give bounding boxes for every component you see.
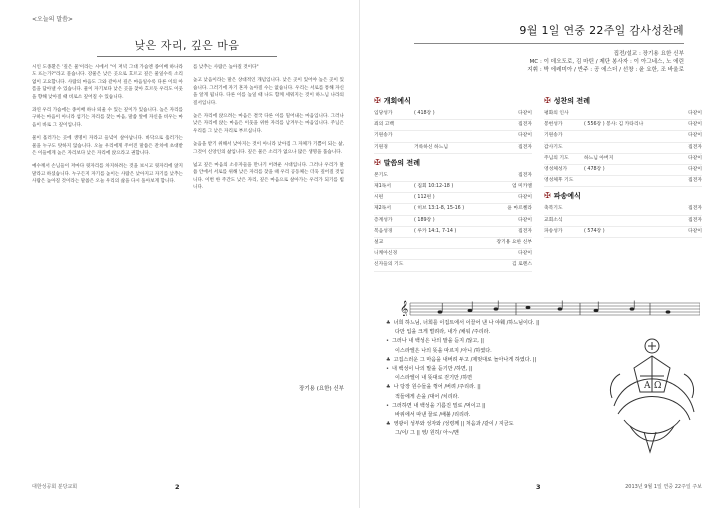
chant-line [386,403,606,410]
chant-text: 이스라엘은 나의 뜻을 따르지 /아니 /하였다. [395,347,492,354]
service-column-left [374,96,532,276]
item-detail [582,176,688,186]
item-participant: 윤 마르첼라 [507,206,532,212]
service-item [374,182,532,193]
paragraph: 를 낮추는 사람은 높아질 것이다" [193,65,259,70]
item-name: 입당성가 [374,111,393,116]
cross-icon: ✠ [374,96,381,105]
essay-title: 낮은 자리, 깊은 마음 [134,39,240,52]
item-participant: 다같이 [688,122,702,128]
item-name: 주님의 기도 [544,155,569,161]
chant-line [386,394,606,401]
chant-text: 다만 입을 크게 벌려라, 내가 /채워 /주리라. [395,329,491,336]
chant-marker: ♣ [386,384,391,391]
title-underline [97,56,277,57]
item-detail [412,238,497,248]
section-heading-label: 파송예식 [553,192,581,201]
item-name: 죄의 고백 [374,122,395,128]
item-name: 복음성경 [374,228,393,234]
chant-line [386,348,606,355]
item-detail: ( 574장 ) [584,228,605,234]
item-name: 니케아신경 [374,251,398,257]
item-participant: 집전자 [688,217,702,223]
section-heading-label: 개회예식 [383,97,411,105]
service-item [374,249,532,260]
essay-column-1 [32,64,183,394]
service-item [374,238,532,249]
essay-body [32,64,344,394]
service-item [374,109,532,120]
page-number-right: 3 [536,483,541,491]
item-participant: 다같이 [688,155,702,161]
paragraph: 높음을 받기 위해서 낮아지는 것이 아니라 낮아짐 그 자체가 기쁨이 되는 삶, 그것이 신앙인의 삶입니다. 깊은 물은 소리가 없으나 많은 생명을 품습니다. [193,142,344,155]
chant-text: 영광이 성부와 성자와 /성령께 || 처음과 /같이 / 지금도 [393,421,514,428]
item-participant: 다같이 [518,133,532,139]
service-item [374,216,532,227]
cross-icon: ✠ [544,96,551,105]
chant-line [386,338,606,345]
section-heading [544,96,702,106]
service-item [544,165,702,176]
service-item [374,260,532,271]
item-detail [582,143,688,153]
chant-text: 그/이/ 그 || 영/ 원히/ 아~/멘 [395,430,459,437]
service-item [374,143,532,154]
service-item [544,154,702,165]
item-participant: 다같이 [518,195,532,201]
chant-marker [386,348,392,355]
service-item [544,109,702,120]
service-column-right [544,96,702,276]
item-name: 감사기도 [544,144,563,150]
chant-marker: • [386,366,390,373]
music-staff [400,300,700,316]
chant-line [386,357,606,364]
service-item [374,227,532,238]
item-name: 기원경 [374,144,388,150]
chant-line [386,421,606,428]
credit-line: MC : 이 데오도로, 김 마틴 / 제단 봉사자 : 이 아그네스, 노 에린 [529,59,684,65]
item-detail: 하느님 아버지 [584,155,614,161]
section-heading [374,158,532,168]
item-participant: 장기용 요한 신부 [496,240,532,246]
item-name: 기원송가 [544,133,563,139]
item-name: 본기도 [374,172,388,178]
item-name: 영성체후 기도 [544,178,574,184]
item-participant: 집전자 [518,172,532,178]
chant-marker: ♣ [386,320,391,326]
chant-marker [386,412,392,419]
service-item [374,204,532,215]
paragraph: 넓고 깊은 마음의 소유자들을 만나기 어려운 시대입니다. 그러나 우리가 말씀 안에서 서로를 위해 낮은 자리를 찾을 때 우리 공동체는 더욱 깊어질 것입니다. 이번 한 주간도 낮은 자리, 깊은 마음으로 살아가는 우리가 되기를 빕니다. [193,163,344,191]
item-name: 층계성가 [374,217,393,223]
chant-text: 나 당장 원수들을 꺾어 /버려 /주리라. || [393,384,481,391]
item-name: 파송성가 [544,228,563,234]
chant-marker: • [386,338,390,345]
section-gap [544,238,702,242]
item-participant: 다같이 [518,251,532,257]
item-detail [412,131,518,141]
service-item [374,131,532,142]
chant-text: 그러나 내 백성은 나의 말을 듣지 /않고, || [392,338,484,345]
credit-line: 집전/설교 : 장기용 요한 신부 [613,51,684,57]
section-heading [374,96,532,106]
item-name: 축복기도 [544,206,563,212]
item-detail [412,249,518,259]
chant-line [386,430,606,437]
item-participant: 집전자 [688,206,702,212]
chant-text: 적들에게 손을 /대어 /치리라. [395,393,460,400]
item-participant: 다같이 [518,217,532,223]
service-item [544,120,702,131]
item-detail [412,120,518,130]
item-name: 설교 [374,240,384,246]
chant-marker: • [386,402,390,409]
item-detail: ( 집회 10:12-18 ) [414,184,454,190]
service-item [374,193,532,204]
section-tag: <오늘의 말씀> [32,16,73,23]
chant-marker: ♣ [386,356,391,363]
item-participant: 집전자 [688,144,702,150]
item-detail [412,171,518,181]
item-participant: 엄 미카엘 [511,184,532,190]
item-participant: 다같이 [518,111,532,116]
service-item [544,216,702,227]
item-participant: 다같이 [688,228,702,234]
section-heading [544,191,702,201]
paragraph: 높고 낮음이라는 말은 상대적인 개념입니다. 낮은 곳이 있어야 높은 곳이 있습니다. 그러기에 자기 혼자 높아질 수는 없습니다. 우리는 서로를 통해 자신을 알게 됩니다. 다른 이를 높일 때 나도 함께 세워지는 것이 하느님 나라의 질서입니다. [193,78,344,106]
item-detail: ( 루카 14:1, 7-14 ) [414,228,457,234]
chant-marker [386,329,392,336]
item-participant: 다같이 [688,111,702,116]
page-number-left: 2 [175,483,180,491]
section-heading-label: 말씀의 전례 [383,158,420,167]
service-item [544,131,702,142]
church-emblem-illustration [604,328,700,458]
item-detail: ( 556장 ) 봉사: 김 카타리나 [584,122,644,128]
footer-bulletin-date: 2013년 9월 1일 연중 22주일 주보 [625,484,702,490]
service-item [374,171,532,182]
item-detail [412,260,512,270]
item-name: 신자들의 기도 [374,262,404,268]
section-gap [374,272,532,276]
chant-text: 그러하면 내 백성을 기름진 밀로 /먹이고 || [392,402,486,409]
chant-marker [386,375,392,382]
paragraph: 과연 우리 가슴에는 종이배 하나 띄울 수 있는 깊이가 있습니다. 높은 자리를 구하는 마음이 아니라 섬기는 자리를 찾는 마음, 말씀 앞에 자신을 비우는 마음이 바로 그 깊이입니다. [32,108,183,128]
essay-author: 장기용 (요한) 신부 [299,386,344,392]
item-participant: 다같이 [688,167,702,173]
paragraph: 높은 자리에 앉으려는 마음은 결국 다른 이를 밀어내는 마음입니다. 그러나 낮은 자리에 앉는 마음은 이웃을 위한 자리를 남겨두는 마음입니다. 주님은 우리를 그 낮은 자리로 부르십니다. [193,114,344,134]
paragraph: 물이 흘러가는 곳에 생명이 자라고 들녘이 살아납니다. 바닥으로 흘러가는 물을 누구도 탓하지 않습니다. 오늘 우리에게 주어진 말씀은 잔치에 초대받은 이들에게 높은 자리보다 낮은 자리에 앉으라고 권합니다. [32,136,183,157]
item-name: 제2독서 [374,206,391,212]
service-title: 9월 1일 연중 22주일 감사성찬례 [519,24,684,37]
chant-text: 내 백성이 나의 말을 듣기만 /하면, || [392,366,473,373]
service-item [374,120,532,131]
item-participant: 다같이 [688,133,702,139]
item-name: 시편 [374,195,384,201]
item-detail: 거룩하신 하느님 [414,144,448,150]
item-participant: 집전자 [518,228,532,234]
service-item [544,227,702,238]
chant-text: 바위에서 따낸 꿀로 /배불 /리리라. [395,412,471,419]
item-name: 교회소식 [544,217,563,223]
psalm-chant-text [386,320,606,440]
chant-marker [386,394,392,401]
cross-icon: ✠ [544,191,551,201]
item-detail: ( 478장 ) [584,167,605,173]
order-of-service [374,96,702,276]
chant-marker [386,430,392,437]
section-heading-label: 성찬의 전례 [553,97,590,105]
item-name: 기원송가 [374,133,393,139]
chant-text: 너희 하느님, 너희를 이집트에서 이끌어 낸 나 야훼 /하느님이다. || [393,320,540,326]
chant-line [386,329,606,336]
credit-line: 지휘 : 박 에레미아 / 반주 : 공 에스더 / 선창 : 윤 요한, 조 바울로 [527,67,684,73]
item-detail [582,131,688,141]
paragraph: 시인 도종환은 '깊은 물'이라는 시에서 "이 저녁 그대 가슴엔 종이배 하나라도 뜨는가?"라고 묻습니다. 강물은 낮은 곳으로 흐르고 깊은 물일수록 소리 없이 고요합니다. 사람의 마음도 그와 같아서 깊은 마음일수록 다른 이의 아픔을 담아낼 수 있습니다. 물이 자기보다 낮은 곳을 찾아 흐르듯 우리도 이웃을 향해 낮아질 때 비로소 깊어질 수 있습니다. [32,65,183,100]
chant-line [386,366,606,373]
item-detail [582,204,688,214]
item-name: 평화의 인사 [544,111,569,116]
svg-text:Ω: Ω [654,381,662,391]
chant-marker: ♣ [386,421,391,428]
item-detail: ( 112편 ) [414,195,435,201]
title-rule [414,43,684,44]
chant-line [386,412,606,419]
item-detail [582,109,688,119]
chant-line [386,384,606,391]
item-participant: 집전자 [518,122,532,128]
item-detail [582,216,688,226]
essay-column-2 [193,64,344,394]
item-name: 영성체성가 [544,167,568,173]
service-item [544,204,702,215]
chant-line [386,320,606,327]
paragraph: 예수께서 손님들이 저마다 윗자리를 차지하려는 것을 보시고 윗자리에 앉지 말라고 하셨습니다. 누구든지 자기를 높이는 사람은 낮아지고 자기를 낮추는 사람은 높아질 것이라는 말씀은 오늘 우리의 삶을 다시 돌아보게 합니다. [32,164,183,185]
service-item [544,143,702,154]
chant-text: 이스라엘이 내 뜻대로 걷기만 /하면 [395,375,473,382]
svg-text:A: A [644,381,651,391]
item-detail: ( 189장 ) [414,217,435,223]
item-detail: ( 418장 ) [414,111,435,116]
item-name: 봉헌성가 [544,122,563,128]
svg-text:𝄞: 𝄞 [400,301,409,316]
item-detail: ( 히브 13:1-8, 15-16 ) [414,206,465,212]
item-participant: 집전자 [518,144,532,150]
service-credits [374,50,684,74]
right-page [360,0,720,508]
chant-text: 고집스러운 그 마음을 내버려 두고 /제멋대로 놀아나게 하였다. || [393,356,537,363]
cross-icon: ✠ [374,157,381,167]
chant-line [386,375,606,382]
service-item [544,176,702,187]
item-participant: 김 로렌스 [511,262,532,268]
item-name: 제1독서 [374,184,391,190]
footer-church-name: 대한성공회 분당교회 [32,484,78,490]
item-participant: 집전자 [688,178,702,184]
